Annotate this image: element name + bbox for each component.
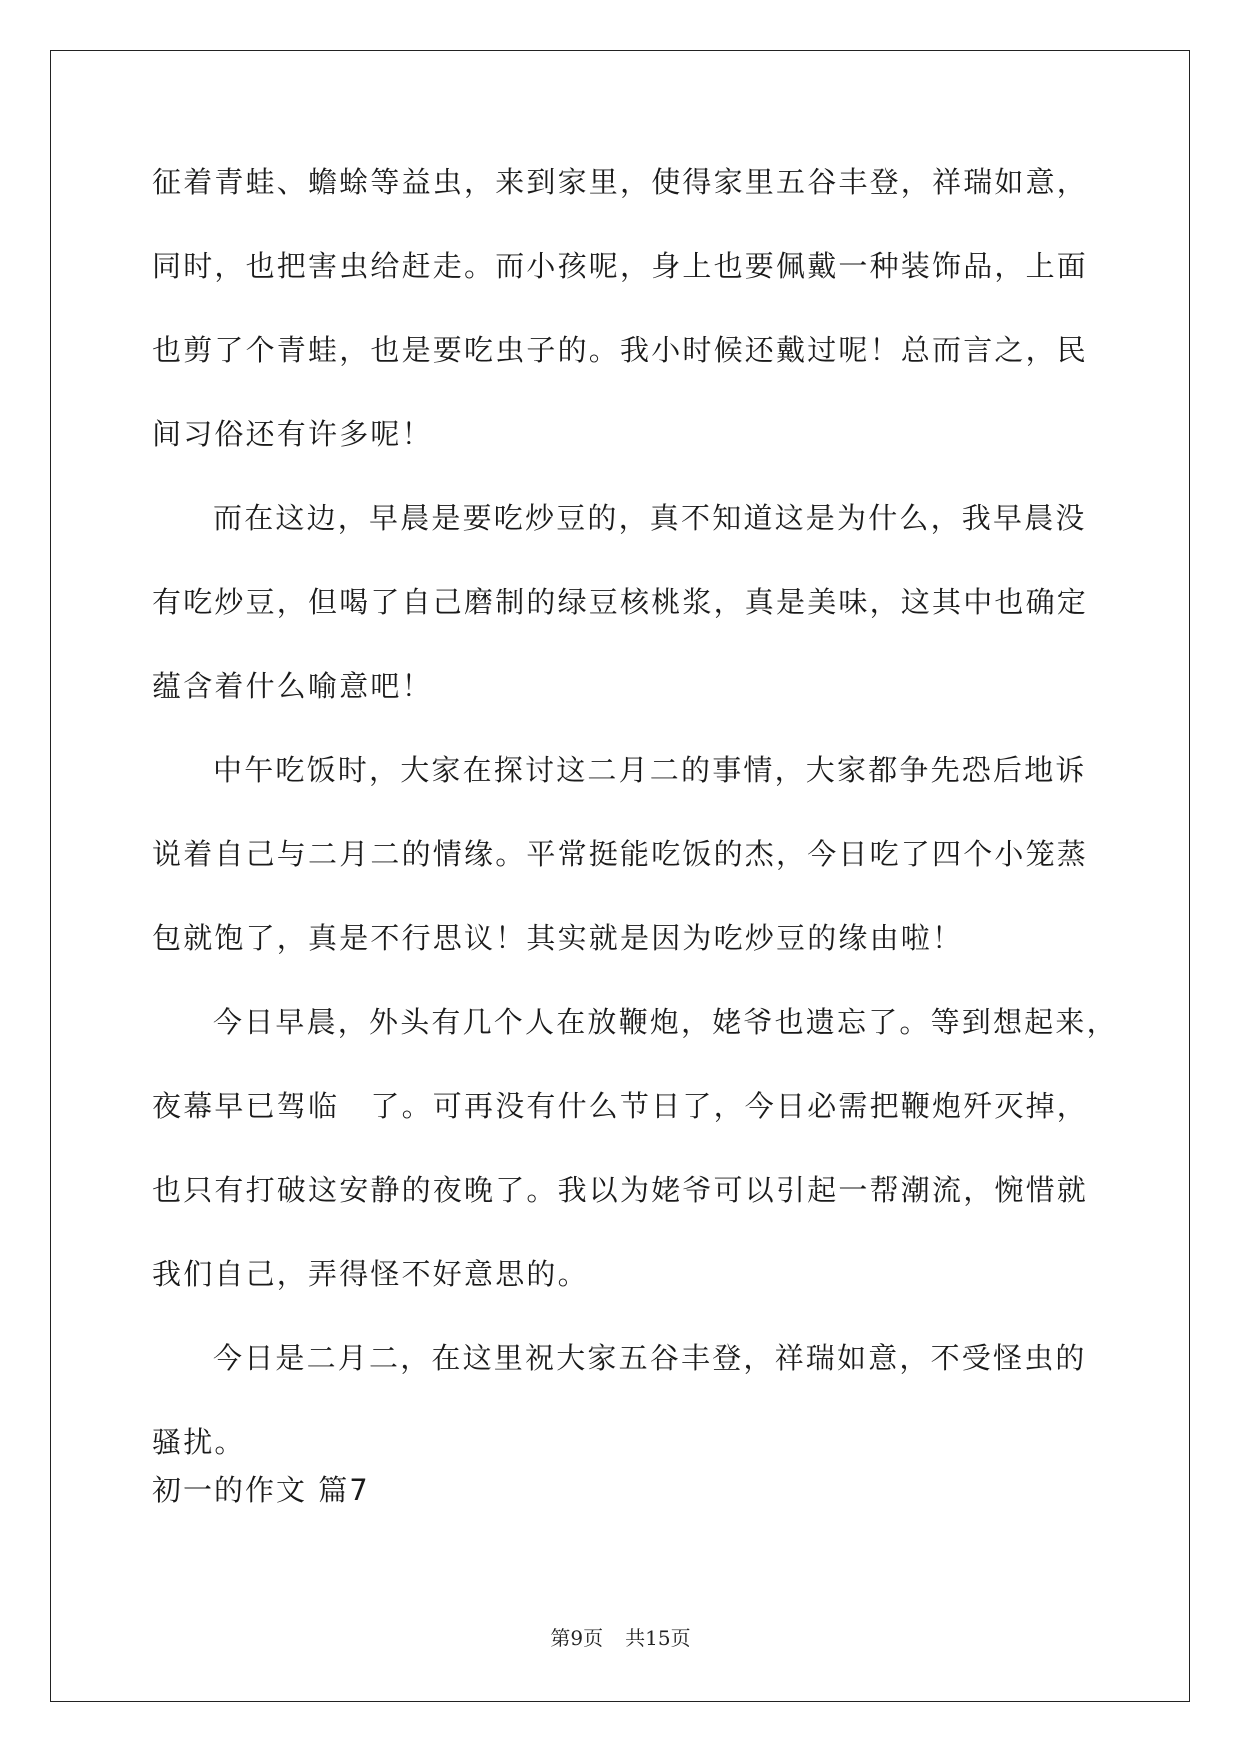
text-line: 骚扰。 xyxy=(152,1425,246,1459)
section-heading: 初一的作文 篇7 xyxy=(152,1473,370,1507)
text-line: 我们自己，弄得怪不好意思的。 xyxy=(152,1257,589,1291)
paragraph-first-line: 今日是二月二，在这里祝大家五谷丰登，祥瑞如意，不受怪虫的 xyxy=(213,1341,1087,1375)
paragraph-first-line: 今日早晨，外头有几个人在放鞭炮，姥爷也遗忘了。等到想起来， xyxy=(213,1005,1118,1039)
current-page-number: 第9页 xyxy=(550,1626,604,1650)
paragraph-first-line: 中午吃饭时，大家在探讨这二月二的事情，大家都争先恐后地诉 xyxy=(213,753,1087,787)
text-line: 征着青蛙、蟾蜍等益虫，来到家里，使得家里五谷丰登，祥瑞如意， xyxy=(152,165,1089,199)
page-footer xyxy=(0,1622,1241,1651)
text-line: 有吃炒豆，但喝了自己磨制的绿豆核桃浆，真是美味，这其中也确定 xyxy=(152,585,1089,619)
text-line: 夜幕早已驾临 了。可再没有什么节日了，今日必需把鞭炮歼灭掉， xyxy=(152,1089,1089,1123)
text-line: 说着自己与二月二的情缘。平常挺能吃饭的杰，今日吃了四个小笼蒸 xyxy=(152,837,1089,871)
text-line: 包就饱了，真是不行思议！其实就是因为吃炒豆的缘由啦！ xyxy=(152,921,964,955)
document-body xyxy=(152,160,1118,1504)
text-line: 也剪了个青蛙，也是要吃虫子的。我小时候还戴过呢！总而言之，民 xyxy=(152,333,1089,367)
text-line: 同时，也把害虫给赶走。而小孩呢，身上也要佩戴一种装饰品，上面 xyxy=(152,249,1089,283)
text-line: 也只有打破这安静的夜晚了。我以为姥爷可以引起一帮潮流，惋惜就 xyxy=(152,1173,1089,1207)
text-line: 间习俗还有许多呢！ xyxy=(152,417,433,451)
total-pages: 共15页 xyxy=(625,1626,691,1650)
paragraph-first-line: 而在这边，早晨是要吃炒豆的，真不知道这是为什么，我早晨没 xyxy=(213,501,1087,535)
text-line: 蕴含着什么喻意吧！ xyxy=(152,669,433,703)
